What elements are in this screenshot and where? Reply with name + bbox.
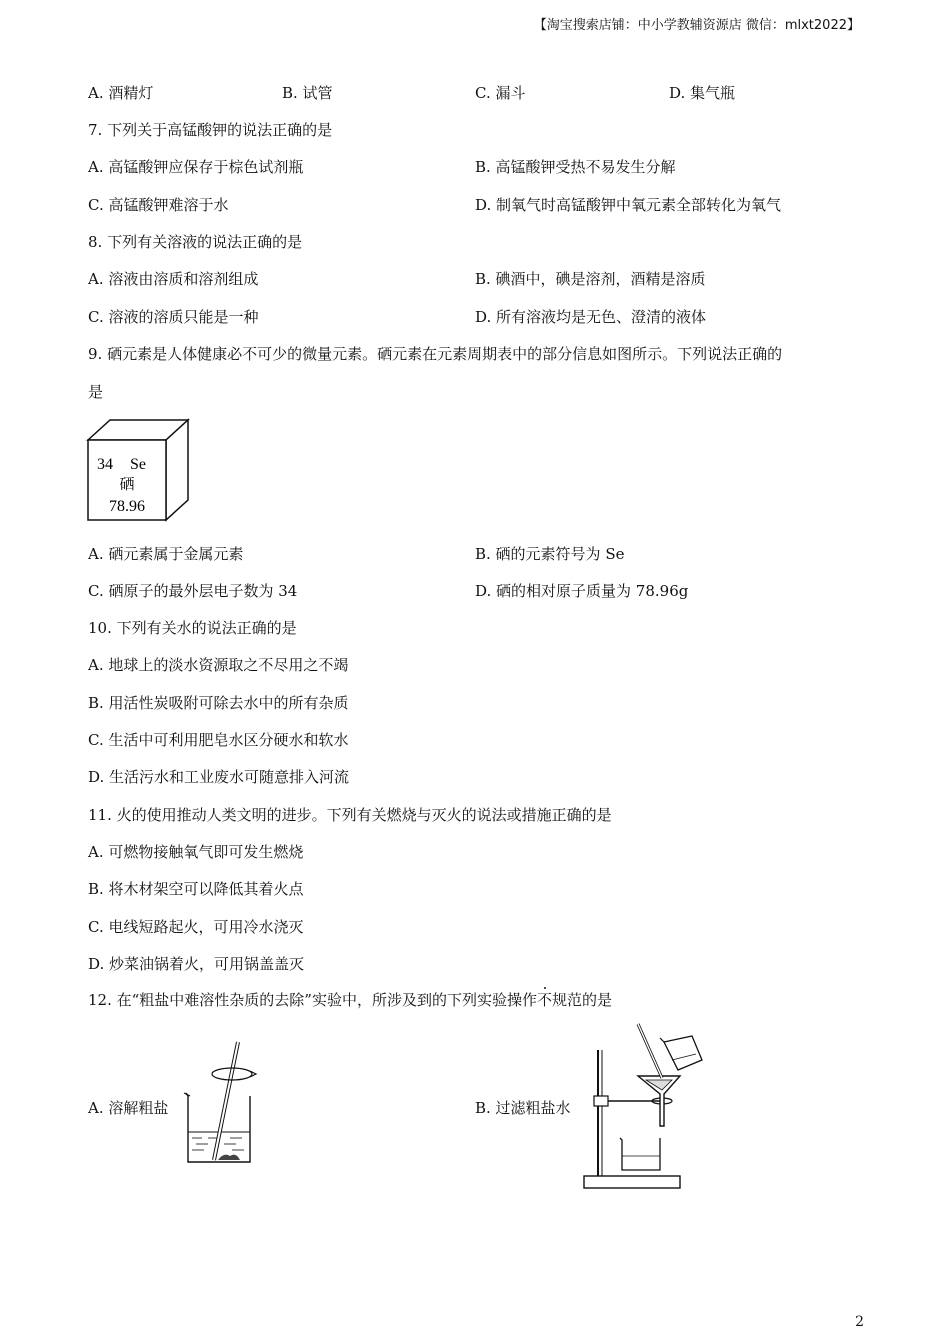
q9-option-d: D. 硒的相对原子质量为 78.96g bbox=[475, 582, 689, 600]
selenium-element-cell bbox=[86, 418, 196, 526]
q7-option-d: D. 制氧气时高锰酸钾中氧元素全部转化为氧气 bbox=[475, 196, 782, 214]
q12-stem bbox=[88, 989, 612, 1010]
q8-option-b: B. 碘酒中，碘是溶剂，酒精是溶质 bbox=[475, 270, 706, 288]
dissolve-beaker-illustration bbox=[180, 1038, 260, 1170]
q7-option-b: B. 高锰酸钾受热不易发生分解 bbox=[475, 158, 676, 176]
q6-option-c: C. 漏斗 bbox=[475, 84, 526, 102]
q6-option-d: D. 集气瓶 bbox=[669, 84, 736, 102]
q7-option-c: C. 高锰酸钾难溶于水 bbox=[88, 196, 229, 214]
q10-option-d: D. 生活污水和工业废水可随意排入河流 bbox=[88, 768, 350, 786]
element-mass: 78.96 bbox=[109, 498, 145, 515]
q9-option-c: C. 硒原子的最外层电子数为 34 bbox=[88, 582, 298, 600]
q8-stem: 8. 下列有关溶液的说法正确的是 bbox=[88, 233, 303, 251]
q12-stem-post: 规范的是 bbox=[551, 991, 612, 1009]
q11-option-d: D. 炒菜油锅着火，可用锅盖盖灭 bbox=[88, 955, 305, 973]
q9-stem-line1: 9. 硒元素是人体健康必不可少的微量元素。硒元素在元素周期表中的部分信息如图所示。下列说法正确的 bbox=[88, 345, 783, 363]
q7-option-a: A. 高锰酸钾应保存于棕色试剂瓶 bbox=[88, 158, 304, 176]
q9-option-b: B. 硒的元素符号为 Se bbox=[475, 545, 625, 563]
q7-stem: 7. 下列关于高锰酸钾的说法正确的是 bbox=[88, 121, 333, 139]
q8-option-c: C. 溶液的溶质只能是一种 bbox=[88, 308, 259, 326]
q10-option-b: B. 用活性炭吸附可除去水中的所有杂质 bbox=[88, 694, 349, 712]
page-number: 2 bbox=[855, 1314, 864, 1330]
q11-stem: 11. 火的使用推动人类文明的进步。下列有关燃烧与灭火的说法或措施正确的是 bbox=[88, 806, 612, 824]
q11-option-c: C. 电线短路起火，可用冷水浇灭 bbox=[88, 918, 304, 936]
q8-option-d: D. 所有溶液均是无色、澄清的液体 bbox=[475, 308, 707, 326]
q9-option-a: A. 硒元素属于金属元素 bbox=[88, 545, 244, 563]
element-number: 34 bbox=[97, 456, 113, 473]
q6-options bbox=[0, 82, 950, 104]
q12-stem-pre: 12. 在“粗盐中难溶性杂质的去除”实验中，所涉及到的下列实验操作 bbox=[88, 991, 537, 1009]
q10-stem: 10. 下列有关水的说法正确的是 bbox=[88, 619, 297, 637]
page-header: 【淘宝搜索店铺：中小学教辅资源店 微信：mlxt2022】 bbox=[533, 18, 860, 33]
q11-option-b: B. 将木材架空可以降低其着火点 bbox=[88, 880, 304, 898]
filtration-setup-illustration bbox=[580, 1020, 710, 1192]
q6-option-a: A. 酒精灯 bbox=[88, 84, 154, 102]
q6-option-b: B. 试管 bbox=[282, 84, 333, 102]
q11-option-a: A. 可燃物接触氧气即可发生燃烧 bbox=[88, 843, 304, 861]
q12-stem-emphasis: 不 bbox=[536, 991, 552, 1009]
q12-option-a: A. 溶解粗盐 bbox=[88, 1099, 169, 1117]
q12-option-b: B. 过滤粗盐水 bbox=[475, 1099, 571, 1117]
element-name: 硒 bbox=[119, 475, 135, 493]
q9-stem-line2: 是 bbox=[88, 383, 104, 401]
q10-option-a: A. 地球上的淡水资源取之不尽用之不竭 bbox=[88, 656, 349, 674]
element-symbol: Se bbox=[130, 456, 146, 473]
q8-option-a: A. 溶液由溶质和溶剂组成 bbox=[88, 270, 259, 288]
q10-option-c: C. 生活中可利用肥皂水区分硬水和软水 bbox=[88, 731, 349, 749]
